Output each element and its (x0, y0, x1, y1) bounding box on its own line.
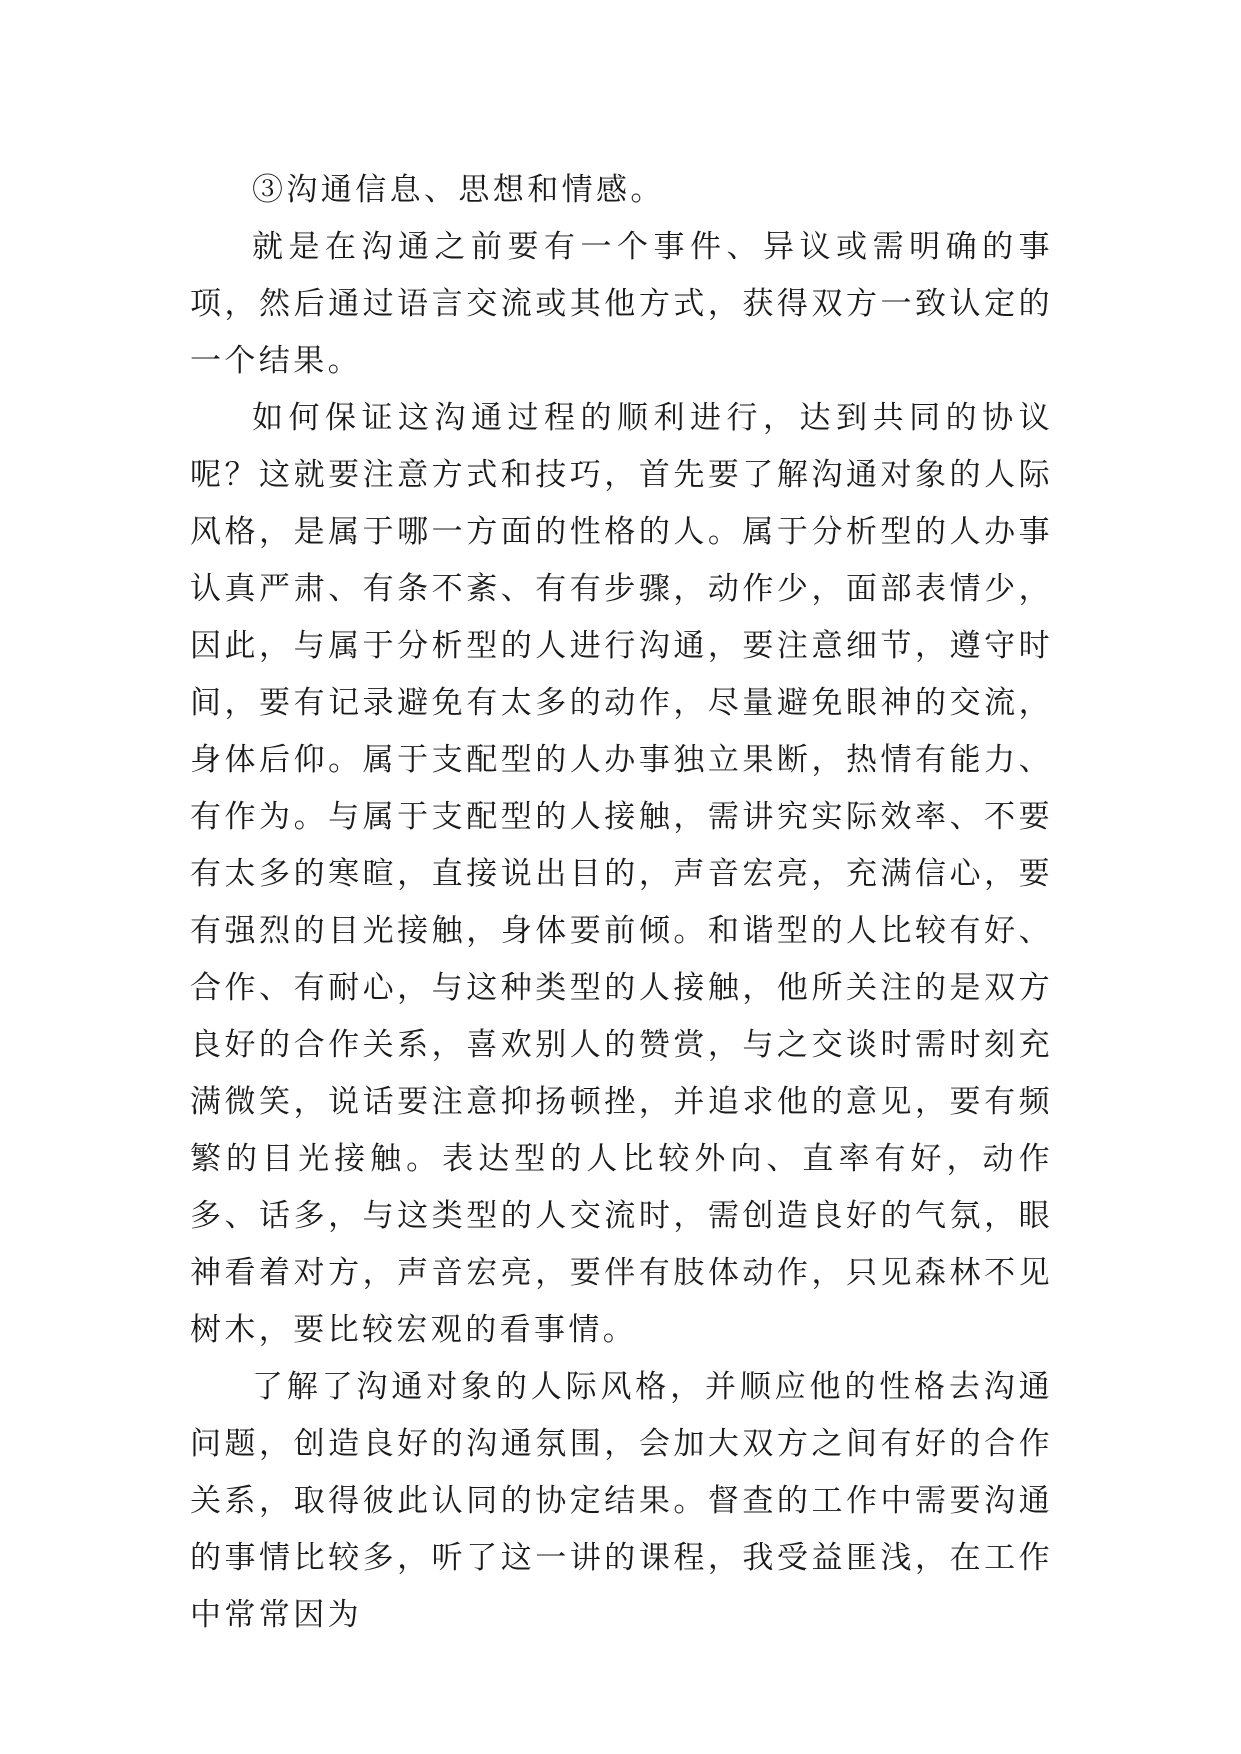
paragraph: 就是在沟通之前要有一个事件、异议或需明确的事项，然后通过语言交流或其他方式，获得双方一致认定的一个结果。 (190, 229, 1053, 379)
document-body (190, 162, 1053, 1644)
paragraph: 如何保证这沟通过程的顺利进行，达到共同的协议呢？这就要注意方式和技巧，首先要了解沟通对象的人际风格，是属于哪一方面的性格的人。属于分析型的人办事认真严肃、有条不紊、有有步骤，动作少，面部表情少，因此，与属于分析型的人进行沟通，要注意细节，遵守时间，要有记录避免有太多的动作，尽量避免眼神的交流，身体后仰。属于支配型的人办事独立果断，热情有能力、有作为。与属于支配型的人接触，需讲究实际效率、不要有太多的寒暄，直接说出目的，声音宏亮，充满信心，要有强烈的目光接触，身体要前倾。和谐型的人比较有好、合作、有耐心，与这种类型的人接触，他所关注的是双方良好的合作关系，喜欢别人的赞赏，与之交谈时需时刻充满微笑，说话要注意抑扬顿挫，并追求他的意见，要有频繁的目光接触。表达型的人比较外向、直率有好，动作多、话多，与这类型的人交流时，需创造良好的气氛，眼神看着对方，声音宏亮，要伴有肢体动作，只见森林不见树木，要比较宏观的看事情。 (190, 400, 1053, 1348)
paragraph: 了解了沟通对象的人际风格，并顺应他的性格去沟通问题，创造良好的沟通氛围，会加大双方之间有好的合作关系，取得彼此认同的协定结果。督查的工作中需要沟通的事情比较多，听了这一讲的课程，我受益匪浅，在工作中常常因为 (190, 1369, 1053, 1633)
paragraph-heading: ③沟通信息、思想和情感。 (252, 172, 665, 208)
